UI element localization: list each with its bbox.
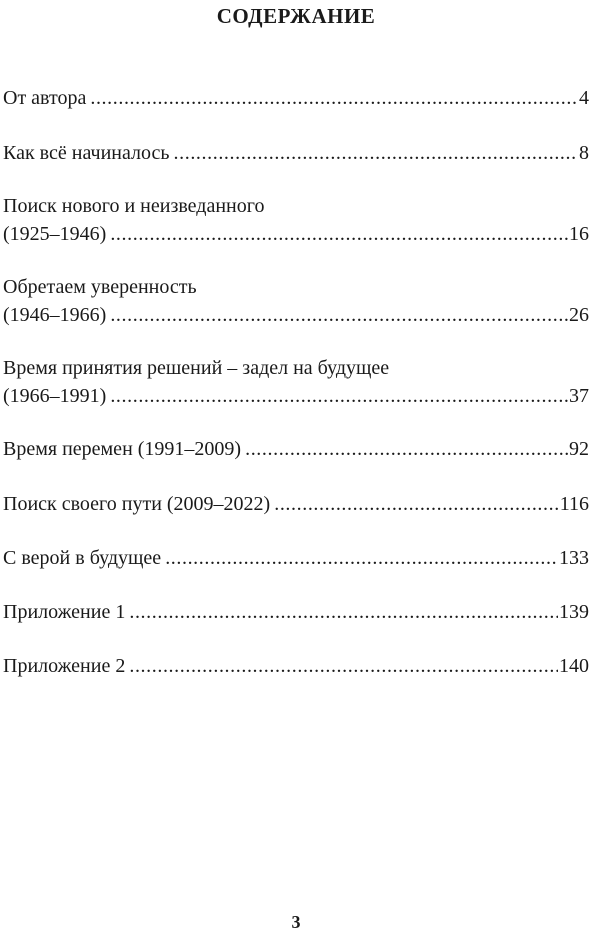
toc-entry-title-line1: Обретаем уверенность [3, 276, 197, 298]
toc-entry-title: Как всё начиналось [3, 142, 170, 164]
toc-entry-page: 37 [569, 385, 589, 407]
table-of-contents [3, 0, 589, 800]
toc-entry-confidence[interactable] [3, 273, 589, 329]
toc-dot-leader [110, 220, 568, 248]
toc-entry-page: 92 [569, 438, 589, 460]
toc-dot-leader [174, 139, 578, 167]
toc-entry-title: (1966–1991) [3, 385, 107, 407]
toc-entry-title-line1: Время принятия решений – задел на будущее [3, 357, 390, 379]
toc-entry-title: С верой в будущее [3, 547, 162, 569]
toc-entry-page: 139 [559, 601, 589, 623]
toc-dot-leader [165, 544, 558, 572]
toc-entry-title: От автора [3, 87, 87, 109]
toc-dot-leader [274, 490, 559, 518]
toc-dot-leader [90, 84, 578, 112]
toc-entry-title: Приложение 2 [3, 655, 126, 677]
toc-entry-page: 116 [559, 493, 589, 515]
toc-entry-page: 8 [579, 142, 589, 164]
toc-dot-leader [129, 652, 558, 680]
toc-entry-page: 16 [569, 223, 589, 245]
toc-entry-title: Поиск своего пути (2009–2022) [3, 493, 271, 515]
page-number: 3 [291, 912, 301, 932]
toc-entry-faith-future[interactable] [3, 544, 589, 572]
page-title: СОДЕРЖАНИЕ [216, 4, 376, 28]
toc-entry-title: (1946–1966) [3, 304, 107, 326]
toc-entry-beginning[interactable] [3, 139, 589, 167]
toc-entry-page: 133 [559, 547, 589, 569]
toc-dot-leader [245, 435, 568, 463]
toc-entry-changes[interactable] [3, 435, 589, 463]
toc-entry-title: (1925–1946) [3, 223, 107, 245]
toc-entry-appendix-1[interactable] [3, 598, 589, 626]
toc-entry-title-line1: Поиск нового и неизведанного [3, 195, 265, 217]
toc-entry-page: 4 [579, 87, 589, 109]
toc-entry-author[interactable] [3, 84, 589, 112]
toc-entry-page: 140 [559, 655, 589, 677]
toc-entry-search-new[interactable] [3, 192, 589, 248]
toc-entry-title: Приложение 1 [3, 601, 126, 623]
toc-entry-title: Время перемен (1991–2009) [3, 438, 242, 460]
toc-entry-page: 26 [569, 304, 589, 326]
toc-dot-leader [110, 382, 568, 410]
toc-entry-appendix-2[interactable] [3, 652, 589, 680]
toc-dot-leader [110, 301, 568, 329]
toc-entry-own-path[interactable] [3, 490, 589, 518]
toc-entry-decisions[interactable] [3, 354, 589, 410]
toc-dot-leader [129, 598, 558, 626]
